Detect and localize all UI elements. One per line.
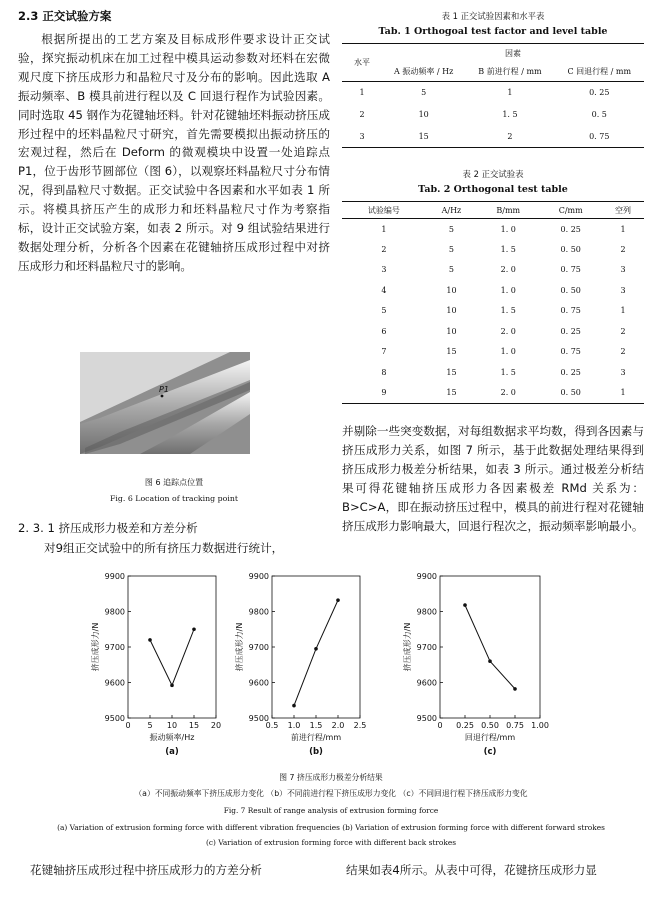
table1-caption-en: Tab. 1 Orthogoal test factor and level table — [378, 26, 608, 37]
table-row — [342, 301, 644, 322]
y-tick-label: 9800 — [248, 607, 269, 617]
x-axis-label: 回退行程/mm — [464, 733, 516, 742]
table-cell: 1. 5 — [500, 306, 516, 316]
table-cell: 0. 25 — [560, 224, 581, 234]
table2-col: A/Hz — [441, 205, 462, 215]
table1-col: B 前进行程 / mm — [478, 67, 542, 77]
table-cell: 2 — [359, 110, 365, 119]
table-cell: 1. 5 — [500, 244, 516, 254]
table-cell: 1 — [620, 388, 626, 397]
table-cell: 5 — [421, 88, 427, 98]
x-tick-label: 0.75 — [506, 721, 524, 730]
table-cell: 2. 0 — [500, 388, 516, 397]
tracking-point-label: P1 — [159, 385, 169, 394]
table-cell: 0. 75 — [560, 347, 581, 357]
table-row — [342, 239, 644, 260]
table-row — [342, 321, 644, 342]
table-cell: 15 — [418, 131, 429, 141]
bottom-right-text: 结果如表4所示。从表中可得，花键挤压成形力显 — [346, 863, 597, 877]
y-axis-label: 挤压成形力/N — [235, 622, 244, 672]
table2-block — [342, 168, 644, 404]
table-cell: 0. 75 — [560, 306, 581, 316]
table-cell: 2 — [620, 244, 626, 254]
y-tick-label: 9500 — [104, 714, 125, 723]
table-cell: 5 — [448, 244, 454, 254]
bottom-left-text: 花键轴挤压成形过程中挤压成形力的方差分析 — [30, 863, 262, 877]
table1-block — [342, 10, 644, 148]
tracking-point-marker — [161, 395, 164, 398]
left-column — [18, 8, 330, 276]
panel-label: (a) — [165, 747, 179, 757]
section-paragraph: 根据所提出的工艺方案及目标成形件要求设计正交试验，探究振动机床在加工过程中模具运动参数对坯料在宏微观尺度下挤压成形力和晶粒尺寸及分布的影响。因此选取 A 振动频率、B 模具前进行程以及 C 回退行程作为试验因素。同时选取 45 钢作为花键轴坯料。针对花键轴坯料振动挤压成形过程中的坯料晶粒尺寸研究，首先需要模拟出振动挤压的宏观过程，然后在 Deform 的微观模块中设置一处追踪点 P1，位于齿形节圆部位（图 6），以观察坯料晶粒尺寸分布情况，得到晶粒尺寸数据。正交试验中各因素和水平如表 1 所示。将模具挤压产生的成形力和坯料晶粒尺寸作为考察指标，设计正交试验方案，如表 2 所示。对 9 组试验结果进行数据处理分析，分析各个因素在花键轴挤压成形过程中对挤压成形力和坯料晶粒尺寸的影响。 — [18, 32, 330, 273]
x-tick-label: 2.5 — [353, 721, 367, 730]
table-cell: 1. 5 — [502, 110, 518, 119]
y-tick-label: 9600 — [248, 678, 269, 688]
table2-body — [342, 219, 644, 404]
table-cell: 0. 50 — [560, 244, 581, 254]
y-tick-label: 9600 — [416, 678, 437, 688]
table-cell: 3 — [620, 285, 626, 295]
table-cell: 10 — [446, 285, 457, 295]
table-cell: 3 — [620, 367, 626, 377]
fig7-subcaption-en-1: (a) Variation of extrusion forming force with different vibration frequencies (b) Variation of extrusion forming force with different forward strokes — [57, 823, 605, 832]
y-tick-label: 9600 — [104, 678, 125, 688]
table-cell: 1 — [381, 224, 387, 234]
table-row — [342, 126, 644, 148]
table2-caption-en: Tab. 2 Orthogonal test table — [418, 184, 568, 195]
y-tick-label: 9500 — [416, 714, 437, 723]
table-row — [342, 362, 644, 383]
table-cell: 0. 25 — [560, 367, 581, 377]
table-cell: 6 — [381, 326, 387, 336]
table-cell: 1 — [359, 88, 365, 98]
table-cell: 1. 5 — [500, 367, 516, 377]
table-cell: 15 — [446, 347, 457, 357]
table1-col: A 振动频率 / Hz — [394, 67, 454, 77]
subsection-text: 对9组正交试验中的所有挤压力数据进行统计， — [44, 541, 284, 555]
table-cell: 3 — [381, 265, 387, 275]
data-point — [170, 684, 174, 688]
x-tick-label: 0.5 — [265, 721, 279, 730]
x-tick-label: 5 — [147, 721, 153, 730]
table-row — [342, 383, 644, 404]
right-paragraph: 并剔除一些突变数据，对每组数据求平均数，得到各因素与挤压成形力关系，如图 7 所示，基于此数据处理结果得到挤压成形力极差分析结果，如表 3 所示。通过极差分析结果可得花键轴挤压成形力各因素极差 RMd 关系为：B>C>A，即在振动挤压过程中，模具的前进行程对花键轴挤压成形力影响最大，回退行程次之，振动频率影响最小。 — [342, 424, 644, 533]
plot-frame — [128, 576, 216, 718]
series-line — [150, 629, 194, 685]
x-tick-label: 20 — [210, 721, 222, 730]
table-cell: 0. 50 — [560, 388, 581, 397]
table-cell: 2. 0 — [500, 265, 516, 275]
table-cell: 8 — [381, 367, 387, 377]
table2-caption-cn: 表 2 正交试验表 — [462, 169, 524, 179]
y-tick-label: 9900 — [104, 572, 125, 581]
fig7-subcaption-en-2: (c) Variation of extrusion forming force with different back strokes — [205, 838, 457, 847]
fig7-charts — [0, 566, 662, 766]
y-tick-label: 9800 — [104, 607, 125, 617]
y-tick-label: 9800 — [416, 607, 437, 617]
plot-frame — [440, 576, 540, 718]
data-point — [513, 687, 517, 691]
subsection-heading: 2. 3. 1 挤压成形力极差和方差分析 — [18, 521, 198, 535]
x-tick-label: 0.50 — [481, 721, 499, 730]
table-cell: 9 — [381, 388, 387, 397]
series-line — [294, 600, 338, 705]
x-tick-label: 0 — [437, 721, 443, 730]
x-tick-label: 1.5 — [309, 721, 323, 730]
table-row — [342, 280, 644, 301]
y-tick-label: 9700 — [104, 643, 125, 652]
data-point — [314, 647, 318, 651]
x-tick-label: 0.25 — [456, 721, 474, 730]
y-tick-label: 9700 — [248, 643, 269, 652]
spline-shaft-render — [80, 352, 250, 454]
section-heading: 2.3 正交试验方案 — [18, 9, 112, 23]
table-cell: 2. 0 — [500, 326, 516, 336]
table-cell: 7 — [381, 347, 387, 357]
table-cell: 5 — [381, 306, 387, 316]
table1-level-header: 水平 — [342, 44, 382, 82]
table-cell: 10 — [446, 306, 457, 316]
table-cell: 4 — [381, 285, 387, 295]
table1-caption-cn: 表 1 正交试验因素和水平表 — [441, 11, 545, 21]
table1 — [342, 43, 644, 148]
series-line — [465, 605, 515, 689]
table-cell: 15 — [446, 388, 457, 397]
panel-label: (c) — [483, 747, 497, 757]
y-axis-label: 挤压成形力/N — [403, 622, 412, 672]
table-row — [342, 82, 644, 104]
fig7-caption-en: Fig. 7 Result of range analysis of extrusion forming force — [223, 806, 439, 815]
x-tick-label: 1.00 — [531, 721, 549, 730]
table-cell: 1. 0 — [500, 224, 516, 234]
data-point — [192, 627, 196, 631]
table-cell: 0. 5 — [591, 110, 607, 119]
table2-col: B/mm — [496, 205, 521, 215]
x-tick-label: 0 — [125, 721, 131, 730]
data-point — [488, 659, 492, 663]
table-cell: 1. 0 — [500, 347, 516, 357]
table2-col: C/mm — [558, 205, 583, 215]
data-point — [292, 704, 296, 708]
table-cell: 0. 75 — [589, 131, 610, 141]
table-row — [342, 104, 644, 126]
x-tick-label: 10 — [166, 721, 178, 730]
table-cell: 1. 0 — [500, 285, 516, 295]
y-tick-label: 9500 — [248, 714, 269, 723]
table-cell: 3 — [620, 265, 626, 275]
table-cell: 2 — [620, 326, 626, 336]
y-tick-label: 9900 — [416, 572, 437, 581]
table-cell: 5 — [448, 224, 454, 234]
fig6-image — [80, 352, 250, 454]
table1-factor-header: 因素 — [505, 48, 521, 58]
table-cell: 1 — [620, 224, 626, 234]
fig7-caption-cn: 图 7 挤压成形力极差分析结果 — [279, 773, 383, 782]
table-cell: 1 — [620, 306, 626, 316]
x-tick-label: 1.0 — [287, 721, 301, 730]
y-tick-label: 9700 — [416, 643, 437, 652]
table-cell: 5 — [448, 265, 454, 275]
table-cell: 1 — [507, 88, 513, 98]
panel-label: (b) — [309, 747, 323, 757]
table-cell: 10 — [418, 110, 429, 119]
table-cell: 0. 25 — [589, 88, 610, 98]
table-cell: 15 — [446, 367, 457, 377]
table-cell: 0. 25 — [560, 326, 581, 336]
data-point — [148, 638, 152, 642]
table2-col: 空列 — [615, 205, 632, 215]
data-point — [336, 598, 340, 602]
table-cell: 2 — [620, 347, 626, 357]
table2-col: 试验编号 — [367, 205, 400, 215]
table-cell: 3 — [359, 131, 365, 141]
table-row — [342, 260, 644, 281]
table-cell: 2 — [507, 131, 513, 141]
table-cell: 2 — [381, 244, 387, 254]
fig6-caption-en: Fig. 6 Location of tracking point — [110, 494, 238, 503]
fig7-subcaption-cn: （a）不同振动频率下挤压成形力变化 （b）不同前进行程下挤压成形力变化 （c）不同回退行程下挤压成形力变化 — [134, 789, 528, 798]
y-tick-label: 9900 — [248, 572, 269, 581]
data-point — [463, 603, 467, 607]
x-tick-label: 2.0 — [331, 721, 345, 730]
table-row — [342, 342, 644, 363]
table2 — [342, 201, 644, 404]
x-tick-label: 15 — [188, 721, 200, 730]
table1-col: C 回退行程 / mm — [567, 67, 632, 77]
x-axis-label: 振动频率/Hz — [149, 733, 195, 742]
table-row — [342, 219, 644, 240]
fig6-caption-cn: 图 6 追踪点位置 — [144, 478, 204, 487]
x-axis-label: 前进行程/mm — [290, 733, 342, 742]
table-cell: 0. 75 — [560, 265, 581, 275]
y-axis-label: 挤压成形力/N — [91, 622, 100, 672]
table-cell: 10 — [446, 326, 457, 336]
table-cell: 0. 50 — [560, 285, 581, 295]
